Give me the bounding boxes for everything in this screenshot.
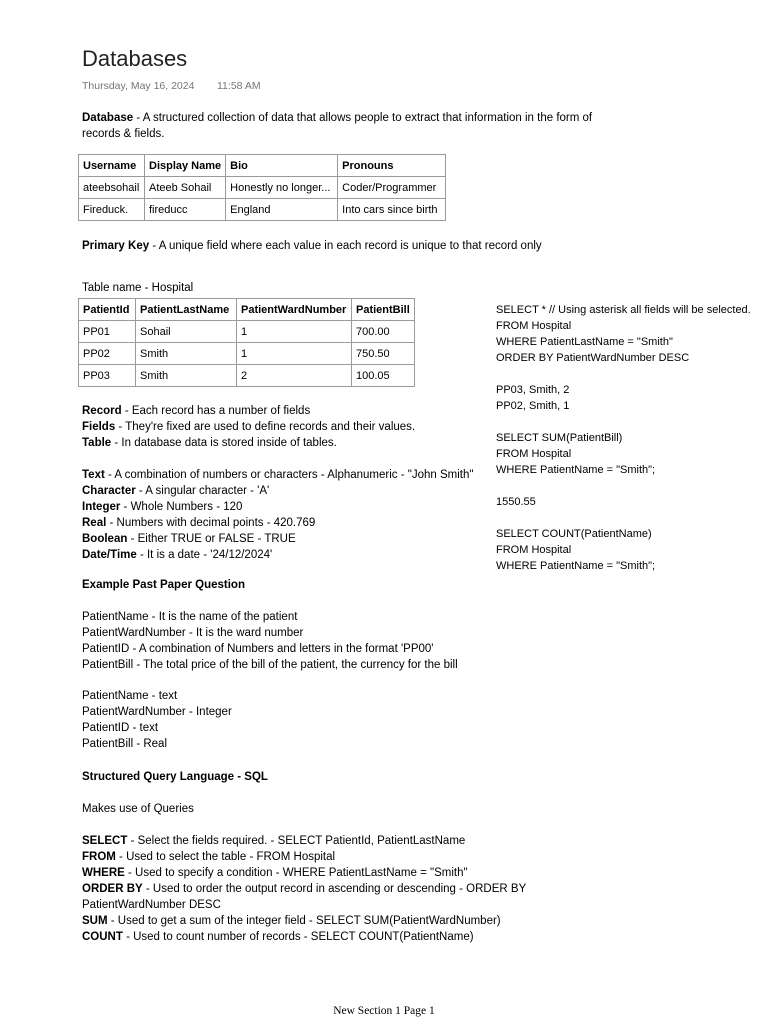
- table-cell: Ateeb Sohail: [145, 177, 226, 199]
- table-cell: fireducc: [145, 199, 226, 221]
- fields-description-list: [82, 609, 458, 673]
- field-description-line: PatientWardNumber - It is the ward number: [82, 627, 304, 639]
- sql-examples-column: [496, 302, 751, 574]
- table-header-cell: PatientBill: [352, 299, 415, 321]
- sql-keyword-line: COUNT - Used to count number of records - SELECT COUNT(PatientName): [82, 931, 474, 943]
- field-description-line: PatientBill - The total price of the bill of the patient, the currency for the bill: [82, 659, 458, 671]
- sql-line: SELECT SUM(PatientBill): [496, 432, 623, 444]
- field-description-line: PatientName - It is the name of the patient: [82, 611, 298, 623]
- sql-keywords-list: [82, 833, 526, 945]
- table-row: [79, 321, 415, 343]
- sql-line: ORDER BY PatientWardNumber DESC: [496, 352, 690, 364]
- table-cell: Honestly no longer...: [226, 177, 338, 199]
- table-cell: Smith: [136, 365, 237, 387]
- table-header-cell: PatientLastName: [136, 299, 237, 321]
- sql-keyword-line: WHERE - Used to specify a condition - WHERE PatientLastName = "Smith": [82, 867, 468, 879]
- sql-line: [496, 478, 751, 494]
- data-type-line: Character - A singular character - 'A': [82, 485, 270, 497]
- field-type-line: PatientName - text: [82, 690, 178, 702]
- data-types-list: [82, 467, 473, 563]
- table-cell: PP03: [79, 365, 136, 387]
- table-cell: Into cars since birth: [338, 199, 446, 221]
- table-row: [79, 343, 415, 365]
- data-type-line: Integer - Whole Numbers - 120: [82, 501, 243, 513]
- primary-key-definition: Primary Key - A unique field where each value in each record is unique to that record only: [82, 240, 542, 252]
- example-heading: Example Past Paper Question: [82, 579, 245, 591]
- page-date: Thursday, May 16, 2024: [82, 80, 195, 92]
- table-cell: Coder/Programmer: [338, 177, 446, 199]
- definition-line: Table - In database data is stored inside of tables.: [82, 437, 337, 449]
- database-definition: Database - A structured collection of data that allows people to extract that information in the form of records & fields.: [82, 112, 593, 140]
- sql-line: WHERE PatientLastName = "Smith": [496, 336, 673, 348]
- page-footer: New Section 1 Page 1: [333, 1005, 435, 1017]
- definition-line: Fields - They're fixed are used to define records and their values.: [82, 421, 416, 433]
- primary-key-term: Primary Key: [82, 240, 150, 252]
- table-row: [79, 177, 446, 199]
- sql-keyword-line: ORDER BY - Used to order the output record in ascending or descending - ORDER BY: [82, 883, 527, 895]
- queries-line: Makes use of Queries: [82, 803, 194, 815]
- sql-keyword-line: SELECT - Select the fields required. - SELECT PatientId, PatientLastName: [82, 835, 466, 847]
- table-cell: PP02: [79, 343, 136, 365]
- data-type-line: Boolean - Either TRUE or FALSE - TRUE: [82, 533, 296, 545]
- table-cell: ateebsohail: [79, 177, 145, 199]
- page-title: Databases: [82, 46, 188, 71]
- data-type-line: Text - A combination of numbers or characters - Alphanumeric - "John Smith": [82, 469, 474, 481]
- table-cell: 750.50: [352, 343, 415, 365]
- table-header-cell: Pronouns: [338, 155, 446, 177]
- sql-line: FROM Hospital: [496, 448, 572, 460]
- table-cell: Smith: [136, 343, 237, 365]
- table-header-row: [79, 155, 446, 177]
- field-type-line: PatientBill - Real: [82, 738, 168, 750]
- fields-types-list: [82, 688, 232, 752]
- table-cell: 2: [237, 365, 352, 387]
- table-name-label: Table name - Hospital: [82, 282, 194, 294]
- table-cell: 1: [237, 343, 352, 365]
- sql-line: WHERE PatientName = "Smith";: [496, 464, 656, 476]
- sql-line: FROM Hospital: [496, 320, 572, 332]
- database-term: Database: [82, 112, 134, 124]
- sql-line: [496, 510, 751, 526]
- field-type-line: PatientWardNumber - Integer: [82, 706, 232, 718]
- definition-line: Record - Each record has a number of fields: [82, 405, 311, 417]
- sql-heading: Structured Query Language - SQL: [82, 771, 268, 783]
- sql-line: PP03, Smith, 2: [496, 384, 570, 396]
- sql-keyword-line: FROM - Used to select the table - FROM Hospital: [82, 851, 336, 863]
- sql-line: [496, 414, 751, 430]
- table-cell: Sohail: [136, 321, 237, 343]
- sql-line: SELECT * // Using asterisk all fields will be selected.: [496, 304, 751, 316]
- field-type-line: PatientID - text: [82, 722, 159, 734]
- sql-line: [496, 366, 751, 382]
- table-row: [79, 199, 446, 221]
- field-description-line: PatientID - A combination of Numbers and letters in the format 'PP00': [82, 643, 434, 655]
- sql-line: FROM Hospital: [496, 544, 572, 556]
- table-header-cell: Username: [79, 155, 145, 177]
- sql-line: PP02, Smith, 1: [496, 400, 570, 412]
- data-type-line: Date/Time - It is a date - '24/12/2024': [82, 549, 273, 561]
- table-cell: 700.00: [352, 321, 415, 343]
- sql-line: SELECT COUNT(PatientName): [496, 528, 652, 540]
- sql-keyword-line: PatientWardNumber DESC: [82, 899, 221, 911]
- table-header-cell: PatientWardNumber: [237, 299, 352, 321]
- table-header-cell: Display Name: [145, 155, 226, 177]
- sql-line: WHERE PatientName = "Smith";: [496, 560, 656, 572]
- sql-keyword-line: SUM - Used to get a sum of the integer field - SELECT SUM(PatientWardNumber): [82, 915, 501, 927]
- hospital-table: [78, 298, 415, 387]
- table-header-cell: PatientId: [79, 299, 136, 321]
- sql-line: 1550.55: [496, 496, 536, 508]
- table-cell: 100.05: [352, 365, 415, 387]
- table-row: [79, 365, 415, 387]
- table-cell: England: [226, 199, 338, 221]
- table-cell: Fireduck.: [79, 199, 145, 221]
- table-cell: 1: [237, 321, 352, 343]
- table-cell: PP01: [79, 321, 136, 343]
- page-time: 11:58 AM: [217, 80, 261, 92]
- data-type-line: Real - Numbers with decimal points - 420.769: [82, 517, 316, 529]
- record-field-table-definitions: [82, 403, 415, 451]
- users-table: [78, 154, 446, 221]
- table-header-cell: Bio: [226, 155, 338, 177]
- table-header-row: [79, 299, 415, 321]
